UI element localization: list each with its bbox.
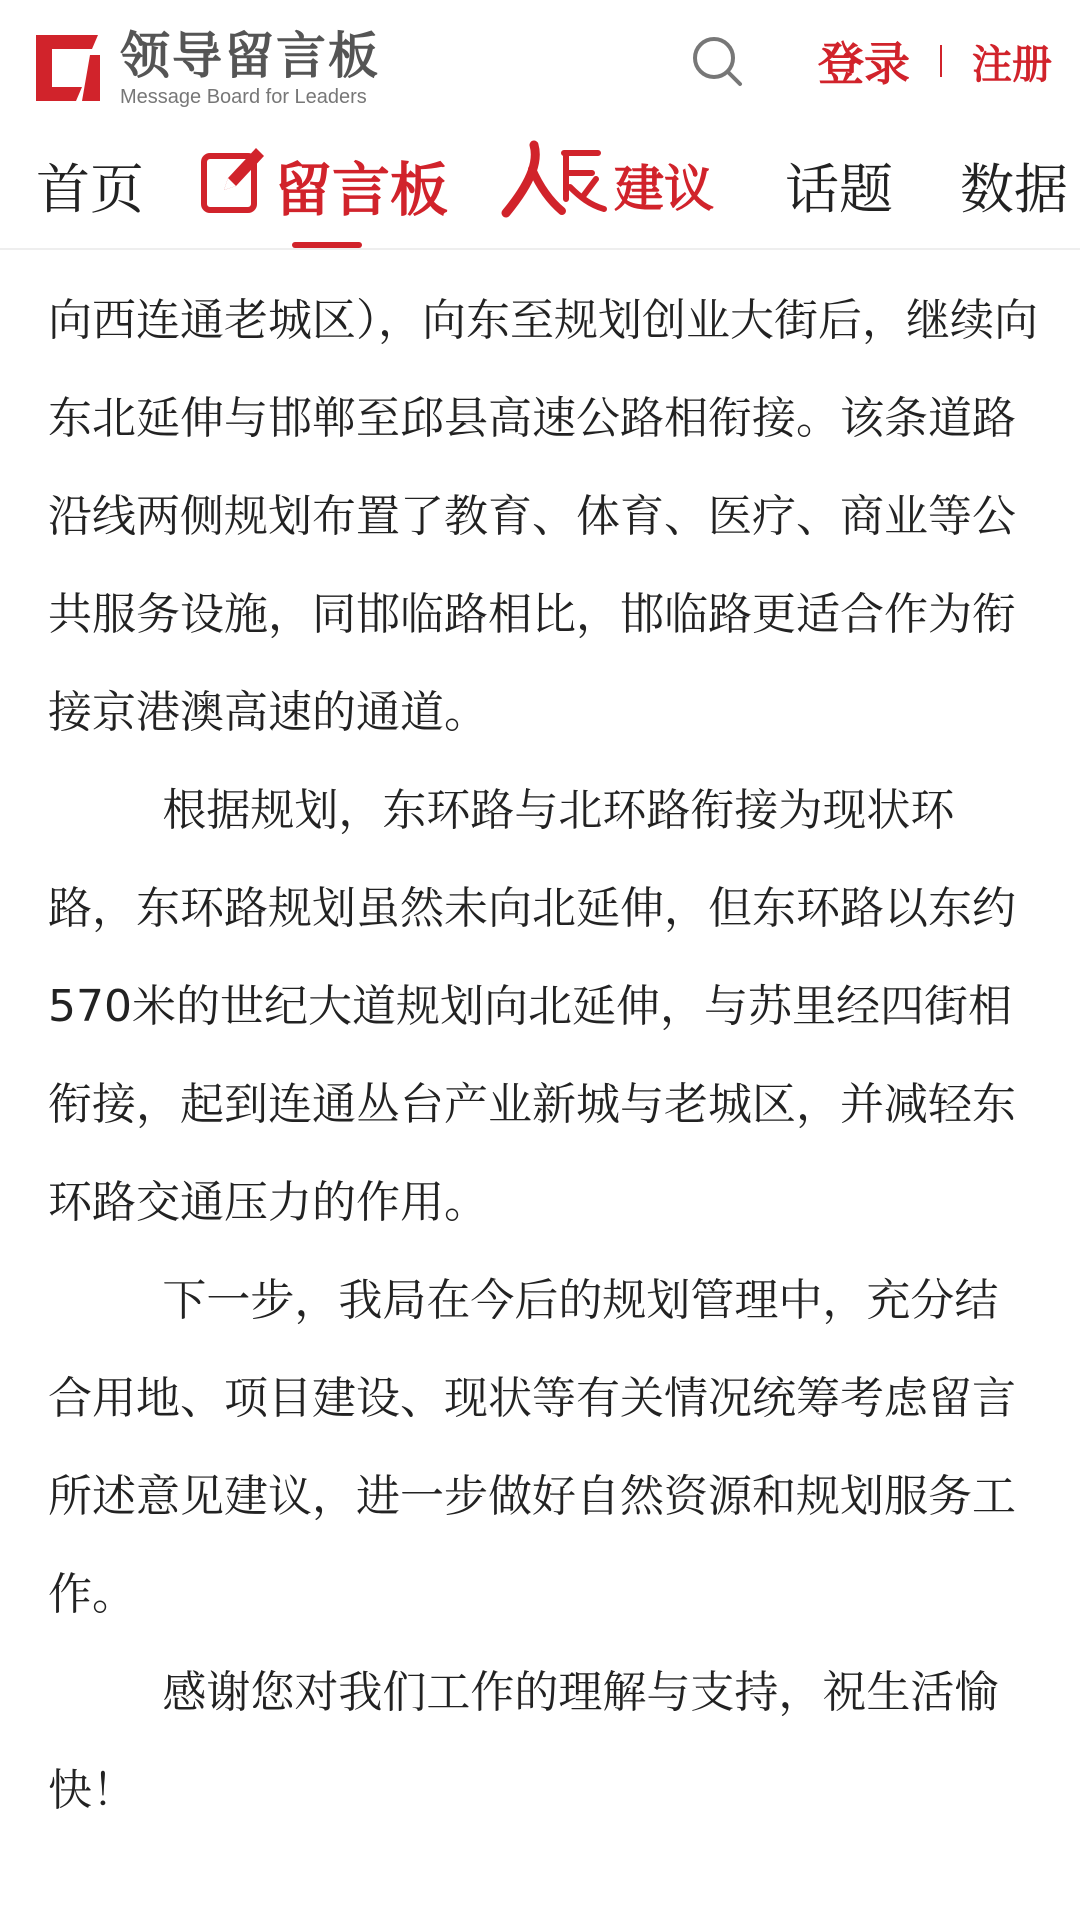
reply-article-body [48,272,1038,1840]
nav-item-data-label: 数据 [960,157,1068,221]
auth-divider [940,45,942,77]
auth-links [818,30,1052,92]
logo-subtitle: Message Board for Leaders [120,86,367,108]
nav-item-data[interactable] [960,140,1068,230]
nav-item-topics[interactable] [785,140,893,230]
nav-item-message-board-label: 留言板 [274,156,449,224]
nav-item-people-suggestions-label: 建议 [614,160,714,218]
site-logo[interactable] [30,28,380,108]
main-nav [0,130,1080,250]
active-tab-indicator [292,242,362,248]
people-calligraphy-logo [500,139,610,232]
nav-item-message-board[interactable] [200,140,448,230]
search-icon[interactable] [690,34,746,90]
logo-title: 领导留言板 [120,27,380,85]
logo-mark-icon [30,31,104,105]
edit-note-icon [200,144,266,227]
login-link[interactable]: 登录 [818,37,910,91]
logo-text [120,28,380,108]
article-paragraph: 根据规划，东环路与北环路衔接为现状环路，东环路规划虽然未向北延伸，但东环路以东约570米的世纪大道规划向北延伸，与苏里经四街相衔接，起到连通丛台产业新城与老城区，并减轻东环路交通压力的作用。 [48,785,1016,1228]
nav-item-topics-label: 话题 [785,157,893,221]
nav-item-people-suggestions[interactable] [500,140,714,230]
nav-item-home[interactable] [36,140,144,230]
article-paragraph: 下一步，我局在今后的规划管理中，充分结合用地、项目建设、现状等有关情况统筹考虑留言所述意见建议，进一步做好自然资源和规划服务工作。 [48,1275,1016,1620]
article-paragraph: 向西连通老城区），向东至规划创业大街后，继续向东北延伸与邯郸至邱县高速公路相衔接。该条道路沿线两侧规划布置了教育、体育、医疗、商业等公共服务设施，同邯临路相比，邯临路更适合作为衔接京港澳高速的通道。 [48,295,1038,738]
nav-item-home-label: 首页 [36,157,144,221]
top-header [0,0,1080,130]
register-link[interactable]: 注册 [972,41,1052,88]
article-paragraph: 感谢您对我们工作的理解与支持，祝生活愉快！ [48,1667,999,1816]
